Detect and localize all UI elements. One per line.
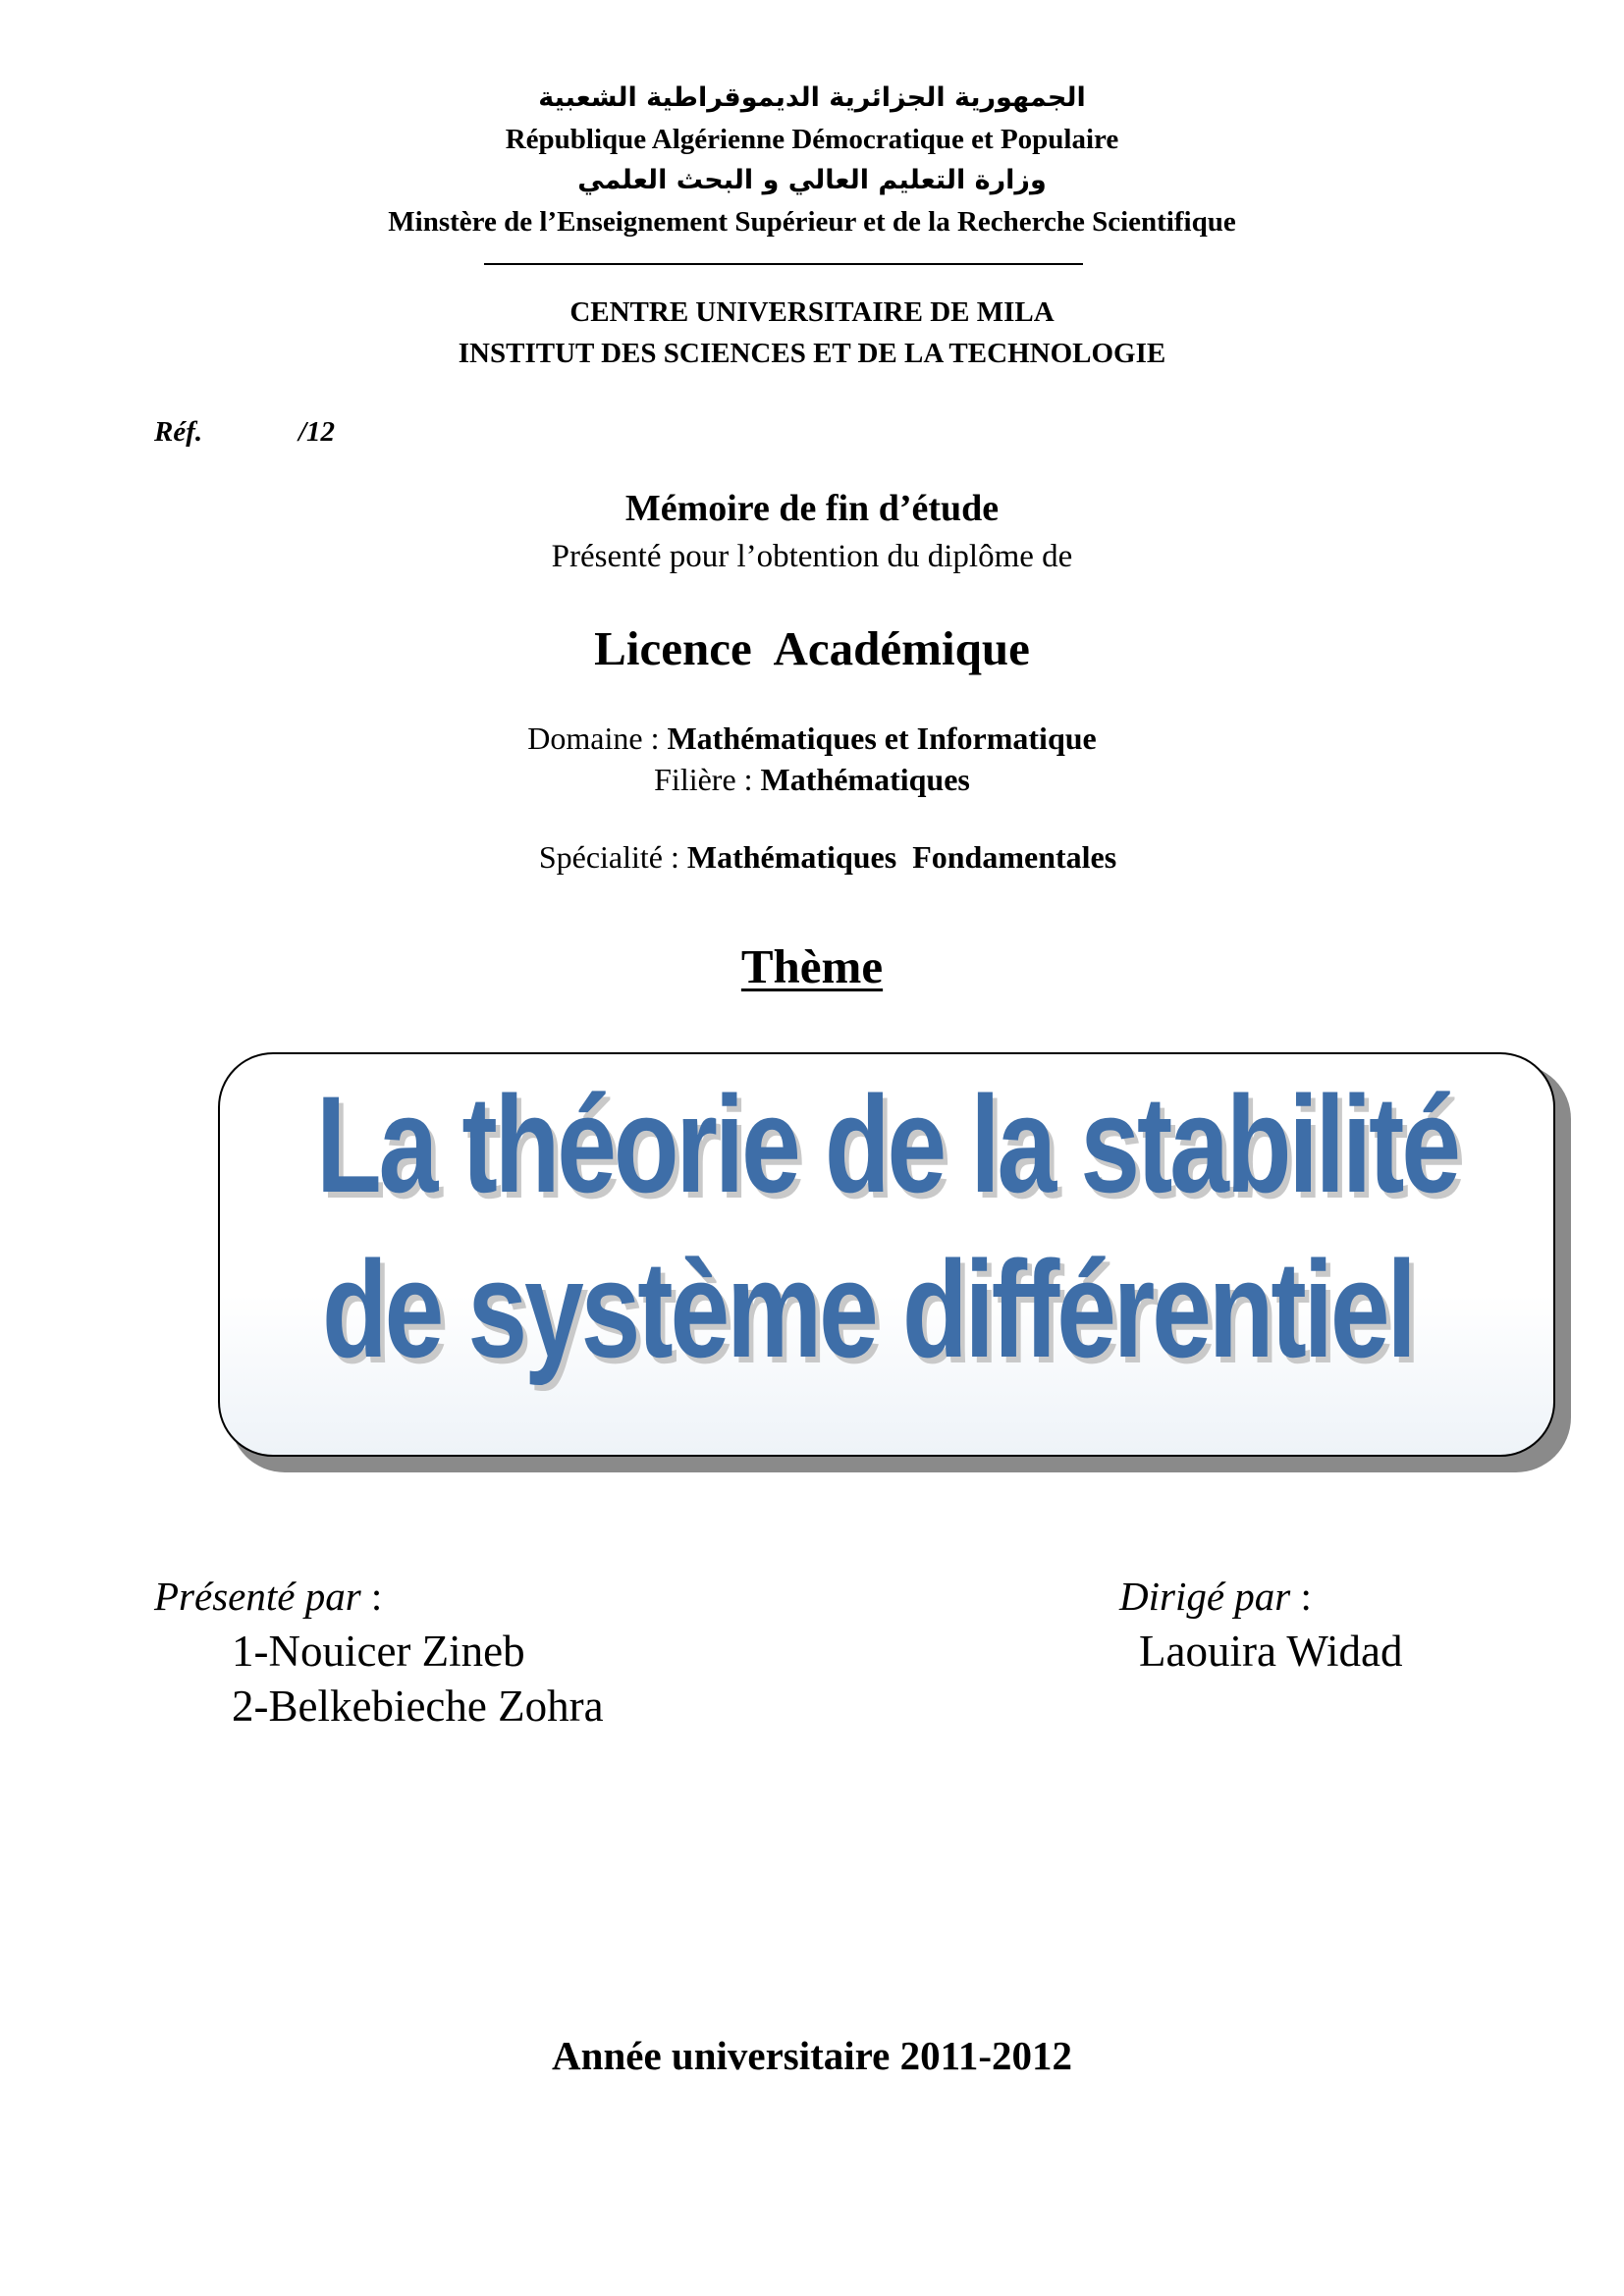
academic-year: Année universitaire 2011-2012 [552, 2033, 1072, 2078]
filiere-value: Mathématiques [760, 762, 970, 797]
directed-by-label [1119, 1573, 1312, 1620]
arabic-republic-heading: الجمهورية الجزائرية الديموقراطية الشعبية [538, 82, 1086, 113]
institut-heading: INSTITUT DES SCIENCES ET DE LA TECHNOLOGIE [458, 338, 1166, 369]
header-divider [484, 263, 1083, 265]
director-name: Laouira Widad [1139, 1627, 1403, 1676]
specialite-label: Spécialité : [538, 839, 687, 875]
thesis-subtitle: Présenté pour l’obtention du diplôme de [551, 539, 1073, 574]
centre-heading: CENTRE UNIVERSITAIRE DE MILA [569, 296, 1055, 328]
republic-heading: République Algérienne Démocratique et Populaire [505, 124, 1119, 155]
arabic-ministry-heading: وزارة التعليم العالي و البحث العلمي [577, 165, 1047, 195]
presenter-2: 2-Belkebieche Zohra [232, 1682, 604, 1731]
thesis-title: Mémoire de fin d’étude [624, 488, 1000, 529]
reference-label: Réf. [154, 416, 203, 448]
filiere-line [0, 762, 1624, 798]
domaine-label: Domaine : [527, 721, 668, 756]
presented-by-colon: : [360, 1574, 383, 1619]
presented-by-label [154, 1573, 382, 1620]
directed-by-text: Dirigé par [1119, 1574, 1291, 1619]
theme-heading: Thème [740, 939, 884, 993]
filiere-label: Filière : [654, 762, 761, 797]
reference-value: /12 [298, 416, 336, 448]
domaine-line [0, 721, 1624, 757]
degree-title: Licence Académique [594, 621, 1030, 675]
specialite-line [0, 803, 1624, 912]
presenter-1: 1-Nouicer Zineb [232, 1627, 525, 1676]
directed-by-colon: : [1290, 1574, 1312, 1619]
specialite-value: Mathématiques Fondamentales [686, 839, 1117, 875]
domaine-value: Mathématiques et Informatique [667, 721, 1097, 756]
theme-title-line-1: La théorie de la stabilité [316, 1067, 1458, 1221]
ministry-heading: Minstère de l’Enseignement Supérieur et de la Recherche Scientifique [388, 206, 1236, 238]
theme-title-line-2: de système différentiel [322, 1232, 1414, 1386]
presented-by-text: Présenté par [154, 1574, 361, 1619]
